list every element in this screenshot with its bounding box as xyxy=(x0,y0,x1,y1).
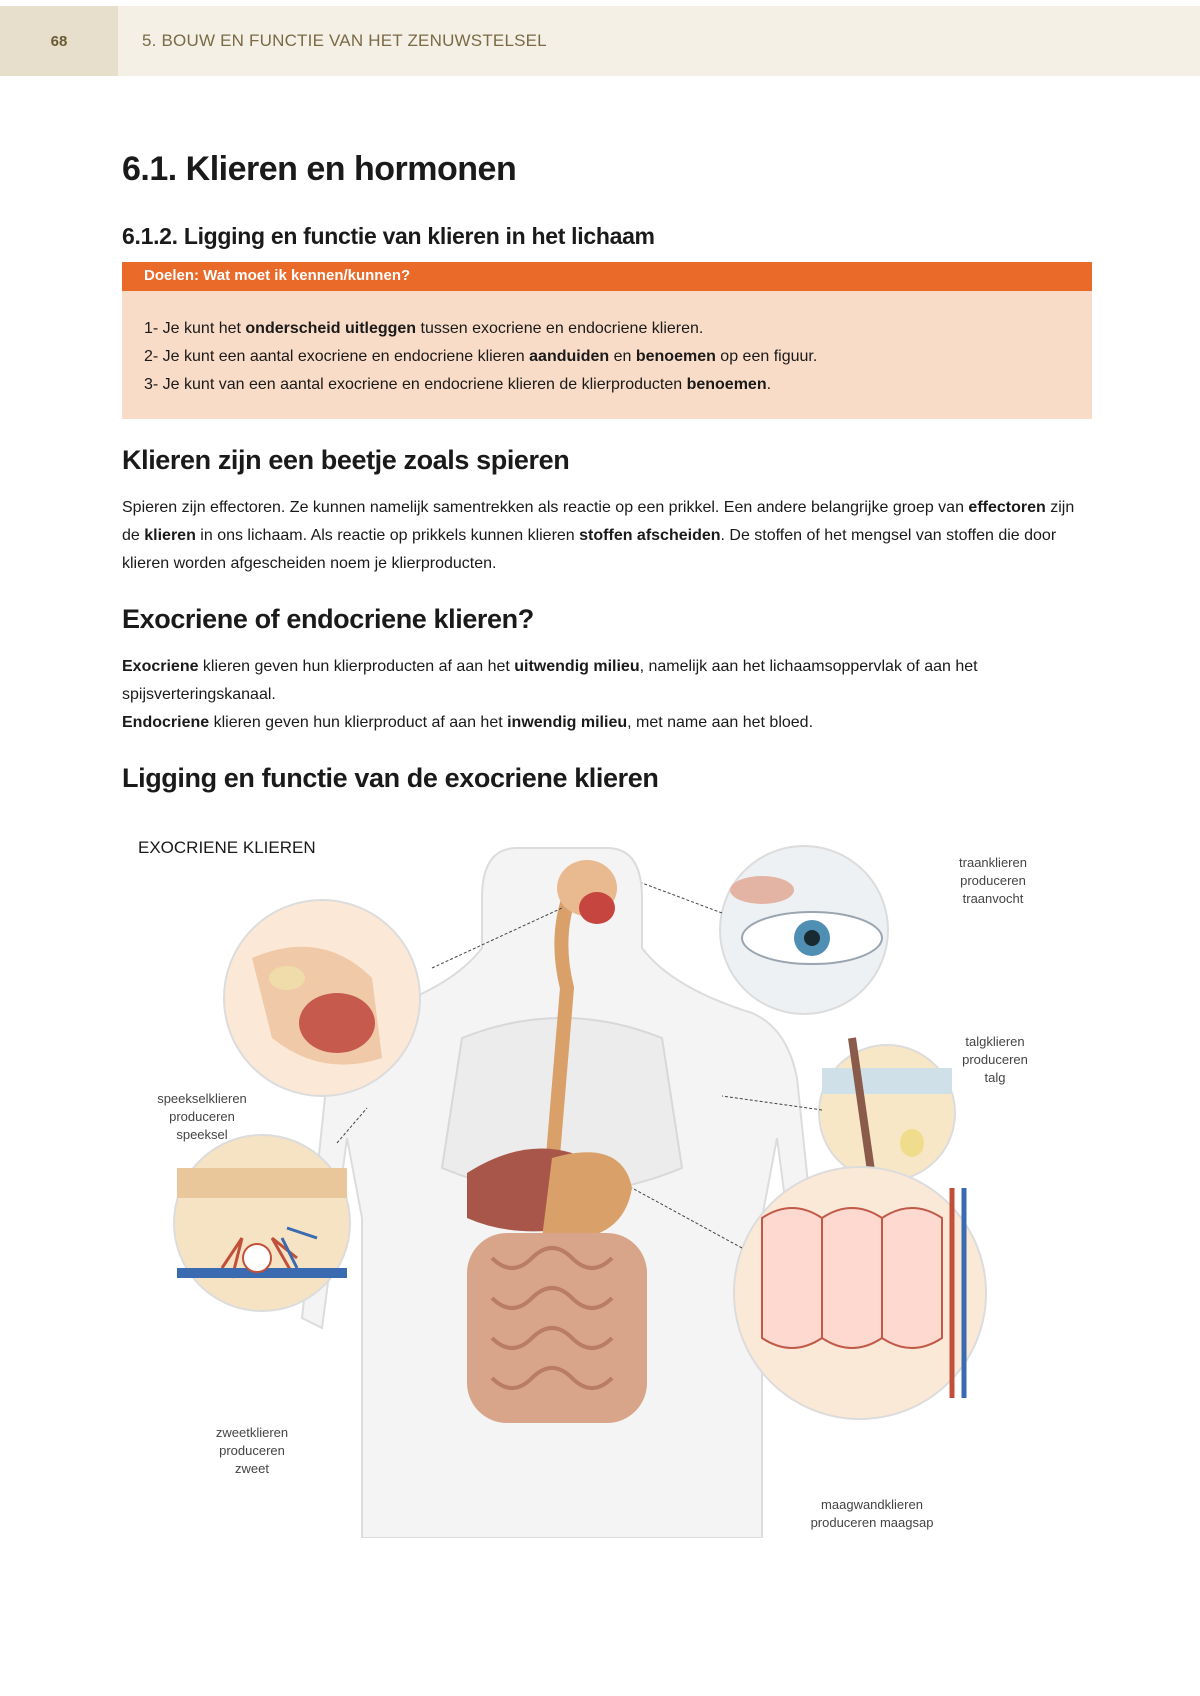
goals-list xyxy=(122,291,1092,419)
page-number: 68 xyxy=(0,6,118,76)
chapter-title: 5. BOUW EN FUNCTIE VAN HET ZENUWSTELSEL xyxy=(118,6,1200,76)
goal-item: 2- Je kunt een aantal exocriene en endocriene klieren aanduiden en benoemen op een figuur. xyxy=(144,348,818,365)
section-heading-ligging: Ligging en functie van de exocriene klieren xyxy=(122,763,659,793)
goal-item: 1- Je kunt het onderscheid uitleggen tussen exocriene en endocriene klieren. xyxy=(144,320,704,337)
label-stomach-glands: maagwandklieren produceren maagsap xyxy=(810,1497,934,1530)
goals-heading: Doelen: Wat moet ik kennen/kunnen? xyxy=(122,262,1092,291)
section-subtitle: 6.1.2. Ligging en functie van klieren in het lichaam xyxy=(122,223,655,249)
saliva-gland-circle xyxy=(224,900,420,1096)
paragraph-endocriene: Endocriene klieren geven hun klierproduct af aan het inwendig milieu, met name aan het bloed. xyxy=(122,714,814,731)
label-sebaceous-glands: talgklieren produceren talg xyxy=(962,1034,1028,1085)
tear-gland-circle xyxy=(720,846,888,1014)
goal-item: 3- Je kunt van een aantal exocriene en endocriene klieren de klierproducten benoemen. xyxy=(144,376,772,393)
label-sweat-glands: zweetklieren produceren zweet xyxy=(215,1425,289,1476)
main-content xyxy=(122,150,1092,794)
sweat-gland-circle xyxy=(174,1135,350,1311)
page-header xyxy=(0,0,1200,76)
stomach-gland-circle xyxy=(734,1167,986,1419)
section-heading-spieren: Klieren zijn een beetje zoals spieren xyxy=(122,445,570,475)
exocrine-glands-figure xyxy=(122,838,1028,1538)
paragraph-spieren: Spieren zijn effectoren. Ze kunnen namelijk samentrekken als reactie op een prikkel. Een andere belangrijke groep van effectoren zijn de klieren in ons lichaam. Als reactie op prikkels kunnen klieren stoffen afscheiden. De stoffen of het mengsel van stoffen die door klieren worden afgescheiden noem je klierproducten. xyxy=(122,499,1075,572)
goals-box xyxy=(122,262,1092,419)
label-tear-glands: traanklieren produceren traanvocht xyxy=(959,855,1027,906)
label-saliva-glands: speekselklieren produceren speeksel xyxy=(157,1091,247,1142)
page-title: 6.1. Klieren en hormonen xyxy=(122,150,517,188)
section-heading-exo-endo: Exocriene of endocriene klieren? xyxy=(122,604,534,634)
figure-title: EXOCRIENE KLIEREN xyxy=(138,838,316,857)
paragraph-exocriene: Exocriene klieren geven hun klierproducten af aan het uitwendig milieu, namelijk aan het lichaamsoppervlak of aan het spijsverteringskanaal. xyxy=(122,658,978,703)
sebaceous-gland-circle xyxy=(819,1038,955,1181)
